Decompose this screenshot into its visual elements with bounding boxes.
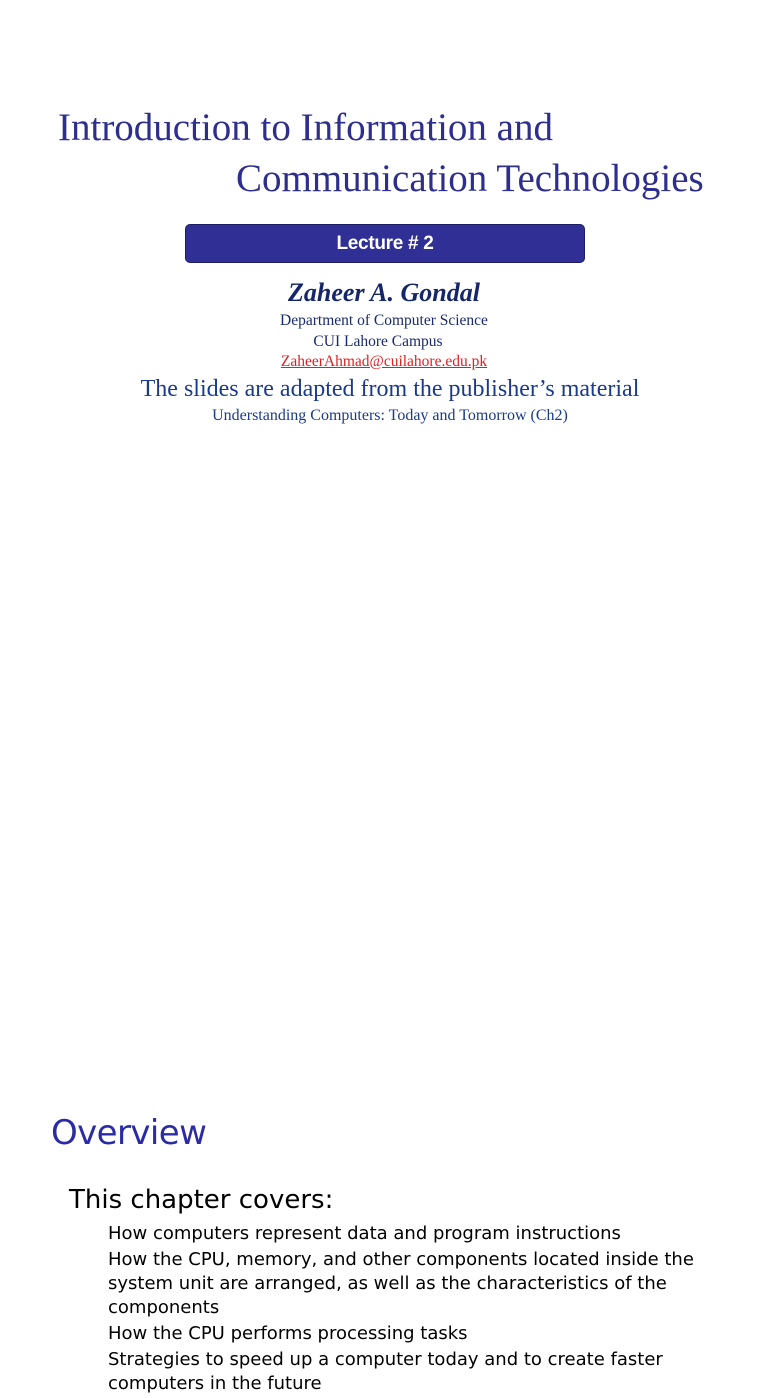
list-item: How computers represent data and program instructions [108,1223,621,1244]
title-slide [0,0,768,512]
list-item: How the CPU, memory, and other components located inside the system unit are arranged, as well as the characteristics of the components [108,1249,694,1318]
lecture-label: Lecture # 2 [336,232,434,254]
book-reference: Understanding Computers: Today and Tomorrow (Ch2) [212,407,568,424]
list-item: Strategies to speed up a computer today and to create faster computers in the future [108,1349,663,1394]
email-link[interactable]: ZaheerAhmad@cuilahore.edu.pk [280,353,488,370]
overview-slide [0,512,768,1394]
title-line-1: Introduction to Information and [58,106,553,149]
adapted-note: The slides are adapted from the publisher’s material [140,376,640,402]
bullet-list [108,1222,748,1398]
campus-text: CUI Lahore Campus [313,333,443,350]
list-item: How the CPU performs processing tasks [108,1323,468,1344]
overview-title: Overview [51,1113,207,1153]
department-text: Department of Computer Science [280,312,488,329]
chapter-intro: This chapter covers: [69,1185,334,1215]
lecture-banner [185,224,585,263]
title-line-2: Communication Technologies [236,157,704,200]
author-name: Zaheer A. Gondal [288,278,480,307]
